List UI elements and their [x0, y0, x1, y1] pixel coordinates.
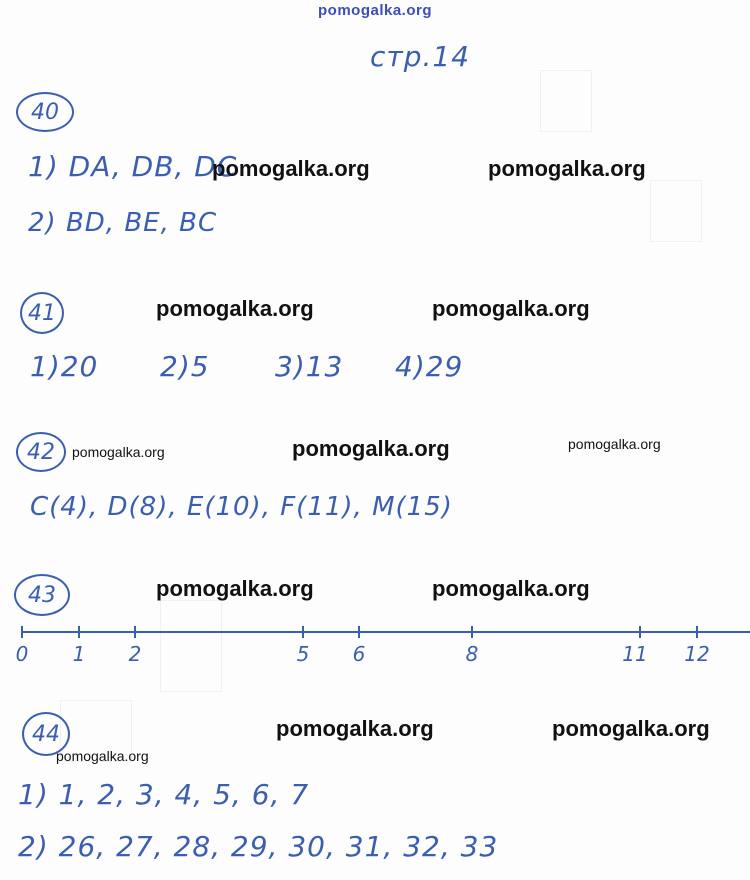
- ex40-line-2: 2) BD, BE, BC: [28, 208, 218, 238]
- watermark: pomogalka.org: [292, 436, 450, 461]
- exercise-number-41: 41: [20, 292, 64, 334]
- watermark: pomogalka.org: [432, 576, 590, 601]
- ex41-answer-1: 1)20: [30, 350, 99, 383]
- watermark: pomogalka.org: [488, 156, 646, 181]
- watermark-top[interactable]: pomogalka.org: [318, 2, 433, 19]
- tick-label-11: 11: [622, 642, 648, 666]
- tick-label-6: 6: [352, 642, 366, 666]
- ex41-answer-2: 2)5: [160, 350, 210, 383]
- ex41-answer-3: 3)13: [275, 350, 344, 383]
- exercise-number-40: 40: [16, 92, 74, 132]
- watermark: pomogalka.org: [212, 156, 370, 181]
- tick-label-8: 8: [465, 642, 479, 666]
- exercise-number-42: 42: [16, 432, 66, 472]
- watermark: pomogalka.org: [156, 576, 314, 601]
- grid-patch: [650, 180, 702, 242]
- grid-patch: [540, 70, 592, 132]
- exercise-number-44: 44: [22, 712, 70, 756]
- ex41-answer-4: 4)29: [395, 350, 464, 383]
- ex44-line-2: 2) 26, 27, 28, 29, 30, 31, 32, 33: [18, 830, 499, 863]
- tick-label-2: 2: [128, 642, 142, 666]
- ex40-line-1: 1) DA, DB, DC: [28, 150, 238, 183]
- watermark: pomogalka.org: [56, 748, 149, 764]
- ex44-line-1: 1) 1, 2, 3, 4, 5, 6, 7: [18, 778, 310, 811]
- watermark: pomogalka.org: [72, 444, 165, 460]
- watermark: pomogalka.org: [568, 436, 661, 452]
- ex42-line: C(4), D(8), E(10), F(11), M(15): [30, 492, 453, 522]
- page-number: стр.14: [370, 40, 471, 73]
- watermark: pomogalka.org: [156, 296, 314, 321]
- tick-label-1: 1: [72, 642, 86, 666]
- tick-label-12: 12: [684, 642, 710, 666]
- tick-label-5: 5: [296, 642, 310, 666]
- tick-label-0: 0: [15, 642, 29, 666]
- watermark: pomogalka.org: [276, 716, 434, 741]
- watermark: pomogalka.org: [552, 716, 710, 741]
- exercise-number-43: 43: [14, 574, 70, 616]
- watermark: pomogalka.org: [432, 296, 590, 321]
